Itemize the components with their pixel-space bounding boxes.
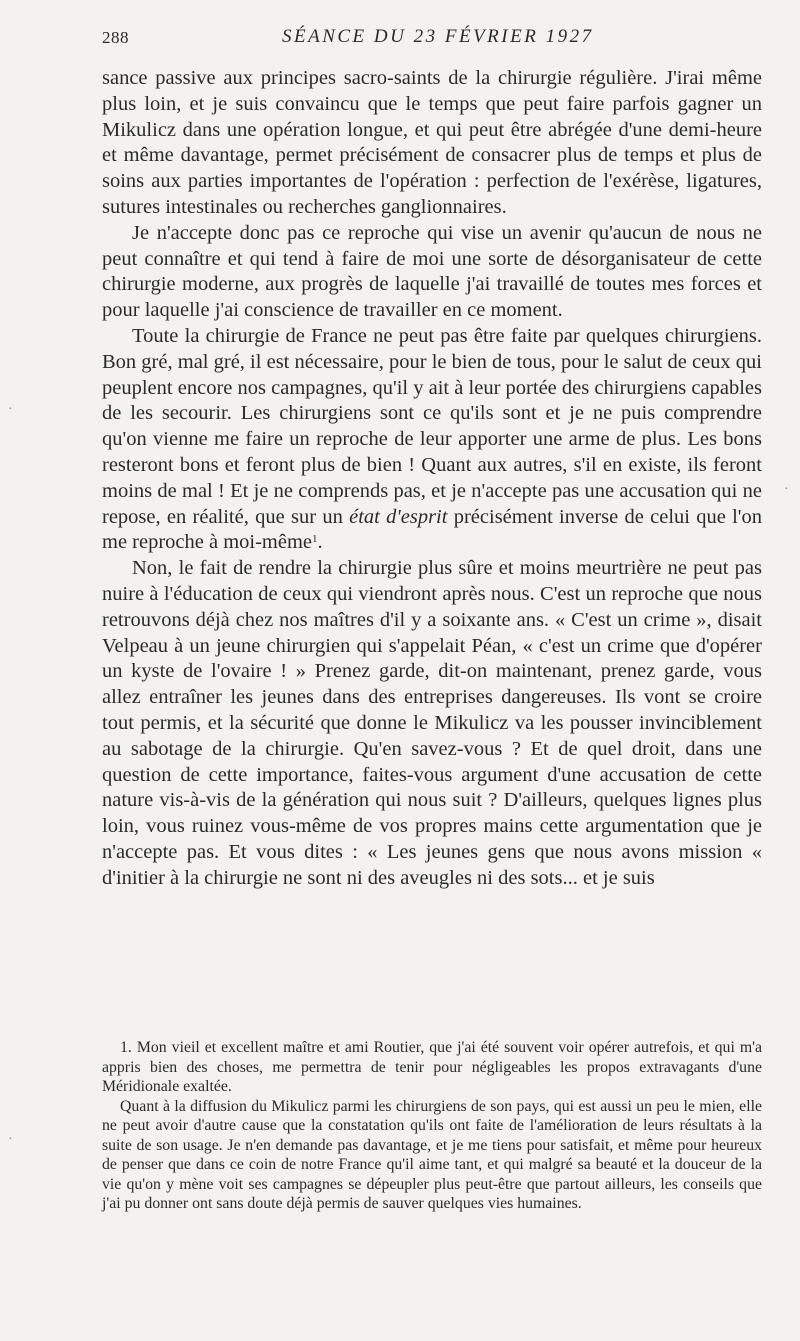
footnotes (102, 1038, 762, 1214)
page-header (102, 22, 762, 52)
margin-tick: · (8, 402, 13, 417)
page-number: 288 (102, 28, 129, 47)
footnote-1-continuation: Quant à la diffusion du Mikulicz parmi les chirurgiens de son pays, qui est aussi un peu le mien, elle ne peut avoir d'autre cause que la constatation qu'ils ont faite de l'amélioration de leurs résultats à la suite de son usage. Je n'en demande pas davantage, et je me tiens pour satisfait, et même pour heureux de penser que dans ce coin de notre France qu'il aime tant, et qui malgré sa beauté et la douceur de la vie qu'on y mène voit ses campagnes se dépeupler plus peut-être que partout ailleurs, les conseils que j'ai pu donner ont sans doute déjà permis de sauver quelques vies humaines. (102, 1097, 762, 1212)
margin-tick: · (784, 482, 789, 497)
paragraph-reproach: Je n'accepte donc pas ce reproche qui vise un avenir qu'aucun de nous ne peut connaître et qui tend à faire de moi une sorte de désorganisateur de cette chirurgie moderne, aux progrès de laquelle j'ai travaillé de toutes mes forces et pour laquelle j'ai conscience de travailler en ce moment. (102, 221, 762, 322)
body-text (102, 66, 762, 892)
running-title: SÉANCE DU 23 FÉVRIER 1927 (282, 26, 594, 47)
paragraph-end: . (317, 531, 323, 554)
italic-phrase: état d'esprit (349, 505, 448, 528)
paragraph-continuation: sance passive aux principes sacro-saints de la chirurgie régulière. J'irai même plus loin, et je suis convaincu que le temps que peut faire parfois gagner un Mikulicz dans une opération longue, et qui peut être abrégée d'une demi-heure et même davantage, permet précisément de consacrer plus de temps et plus de soins aux parties importantes de l'opération : perfection de l'exérèse, ligatures, sutures intestinales ou recherches ganglionnaires. (102, 67, 762, 218)
paragraph-text: Toute la chirurgie de France ne peut pas être faite par quelques chirurgiens. Bon gré, mal gré, il est nécessaire, pour le bien de tous, pour le salut de ceux qui peuplent encore nos campagnes, qu'il y ait à leur portée des chirurgiens capables de les secourir. Les chirurgiens sont ce qu'ils sont et je ne puis comprendre qu'on vienne me faire un reproche de leur apporter une arme de plus. Les bons resteront bons et feront plus de bien ! Quant aux autres, s'il en existe, ils feront moins de mal ! Et je ne comprends pas, et je n'accepte pas une accusation qui ne repose, en réalité, que sur un (102, 324, 762, 528)
paragraph-education: Non, le fait de rendre la chirurgie plus sûre et moins meurtrière ne peut pas nuire à l'éducation de ceux qui viendront après nous. C'est un reproche que nous retrouvons déjà chez nos maîtres d'il y a soixante ans. « C'est un crime », disait Velpeau à un jeune chirurgien qui s'appelait Péan, « c'est un crime que d'opérer un kyste de l'ovaire ! » Prenez garde, dit-on maintenant, prenez garde, vous allez entraîner les jeunes dans des entreprises dangereuses. Ils vont se croire tout permis, et la sécurité que donne le Mikulicz va les pousser invinciblement au sabotage de la chirurgie. Qu'en savez-vous ? Et de quel droit, dans une question de cette importance, faites-vous argument d'une accusation de cette nature vis-à-vis de la génération qui nous suit ? D'ailleurs, quelques lignes plus loin, vous ruinez vous-même de vos propres mains cette argumentation que je n'accepte pas. Et vous dites : « Les jeunes gens que nous avons mission « d'initier à la chirurgie ne sont ni des aveugles ni des sots... et je suis (102, 557, 762, 889)
paragraph-text: précisément inverse de celui que l'on me reproche à moi-même (102, 505, 763, 554)
margin-tick: · (8, 1132, 13, 1147)
footnote-reference: 1 (312, 533, 318, 546)
paragraph-surgeons-of-france (102, 324, 762, 556)
footnote-1: 1. Mon vieil et excellent maître et ami Routier, que j'ai été souvent voir opérer autrefois, et qui m'a appris bien des choses, me permettra de tenir pour négligeables les propos extravagants d'une Méridionale exaltée. (102, 1039, 762, 1095)
